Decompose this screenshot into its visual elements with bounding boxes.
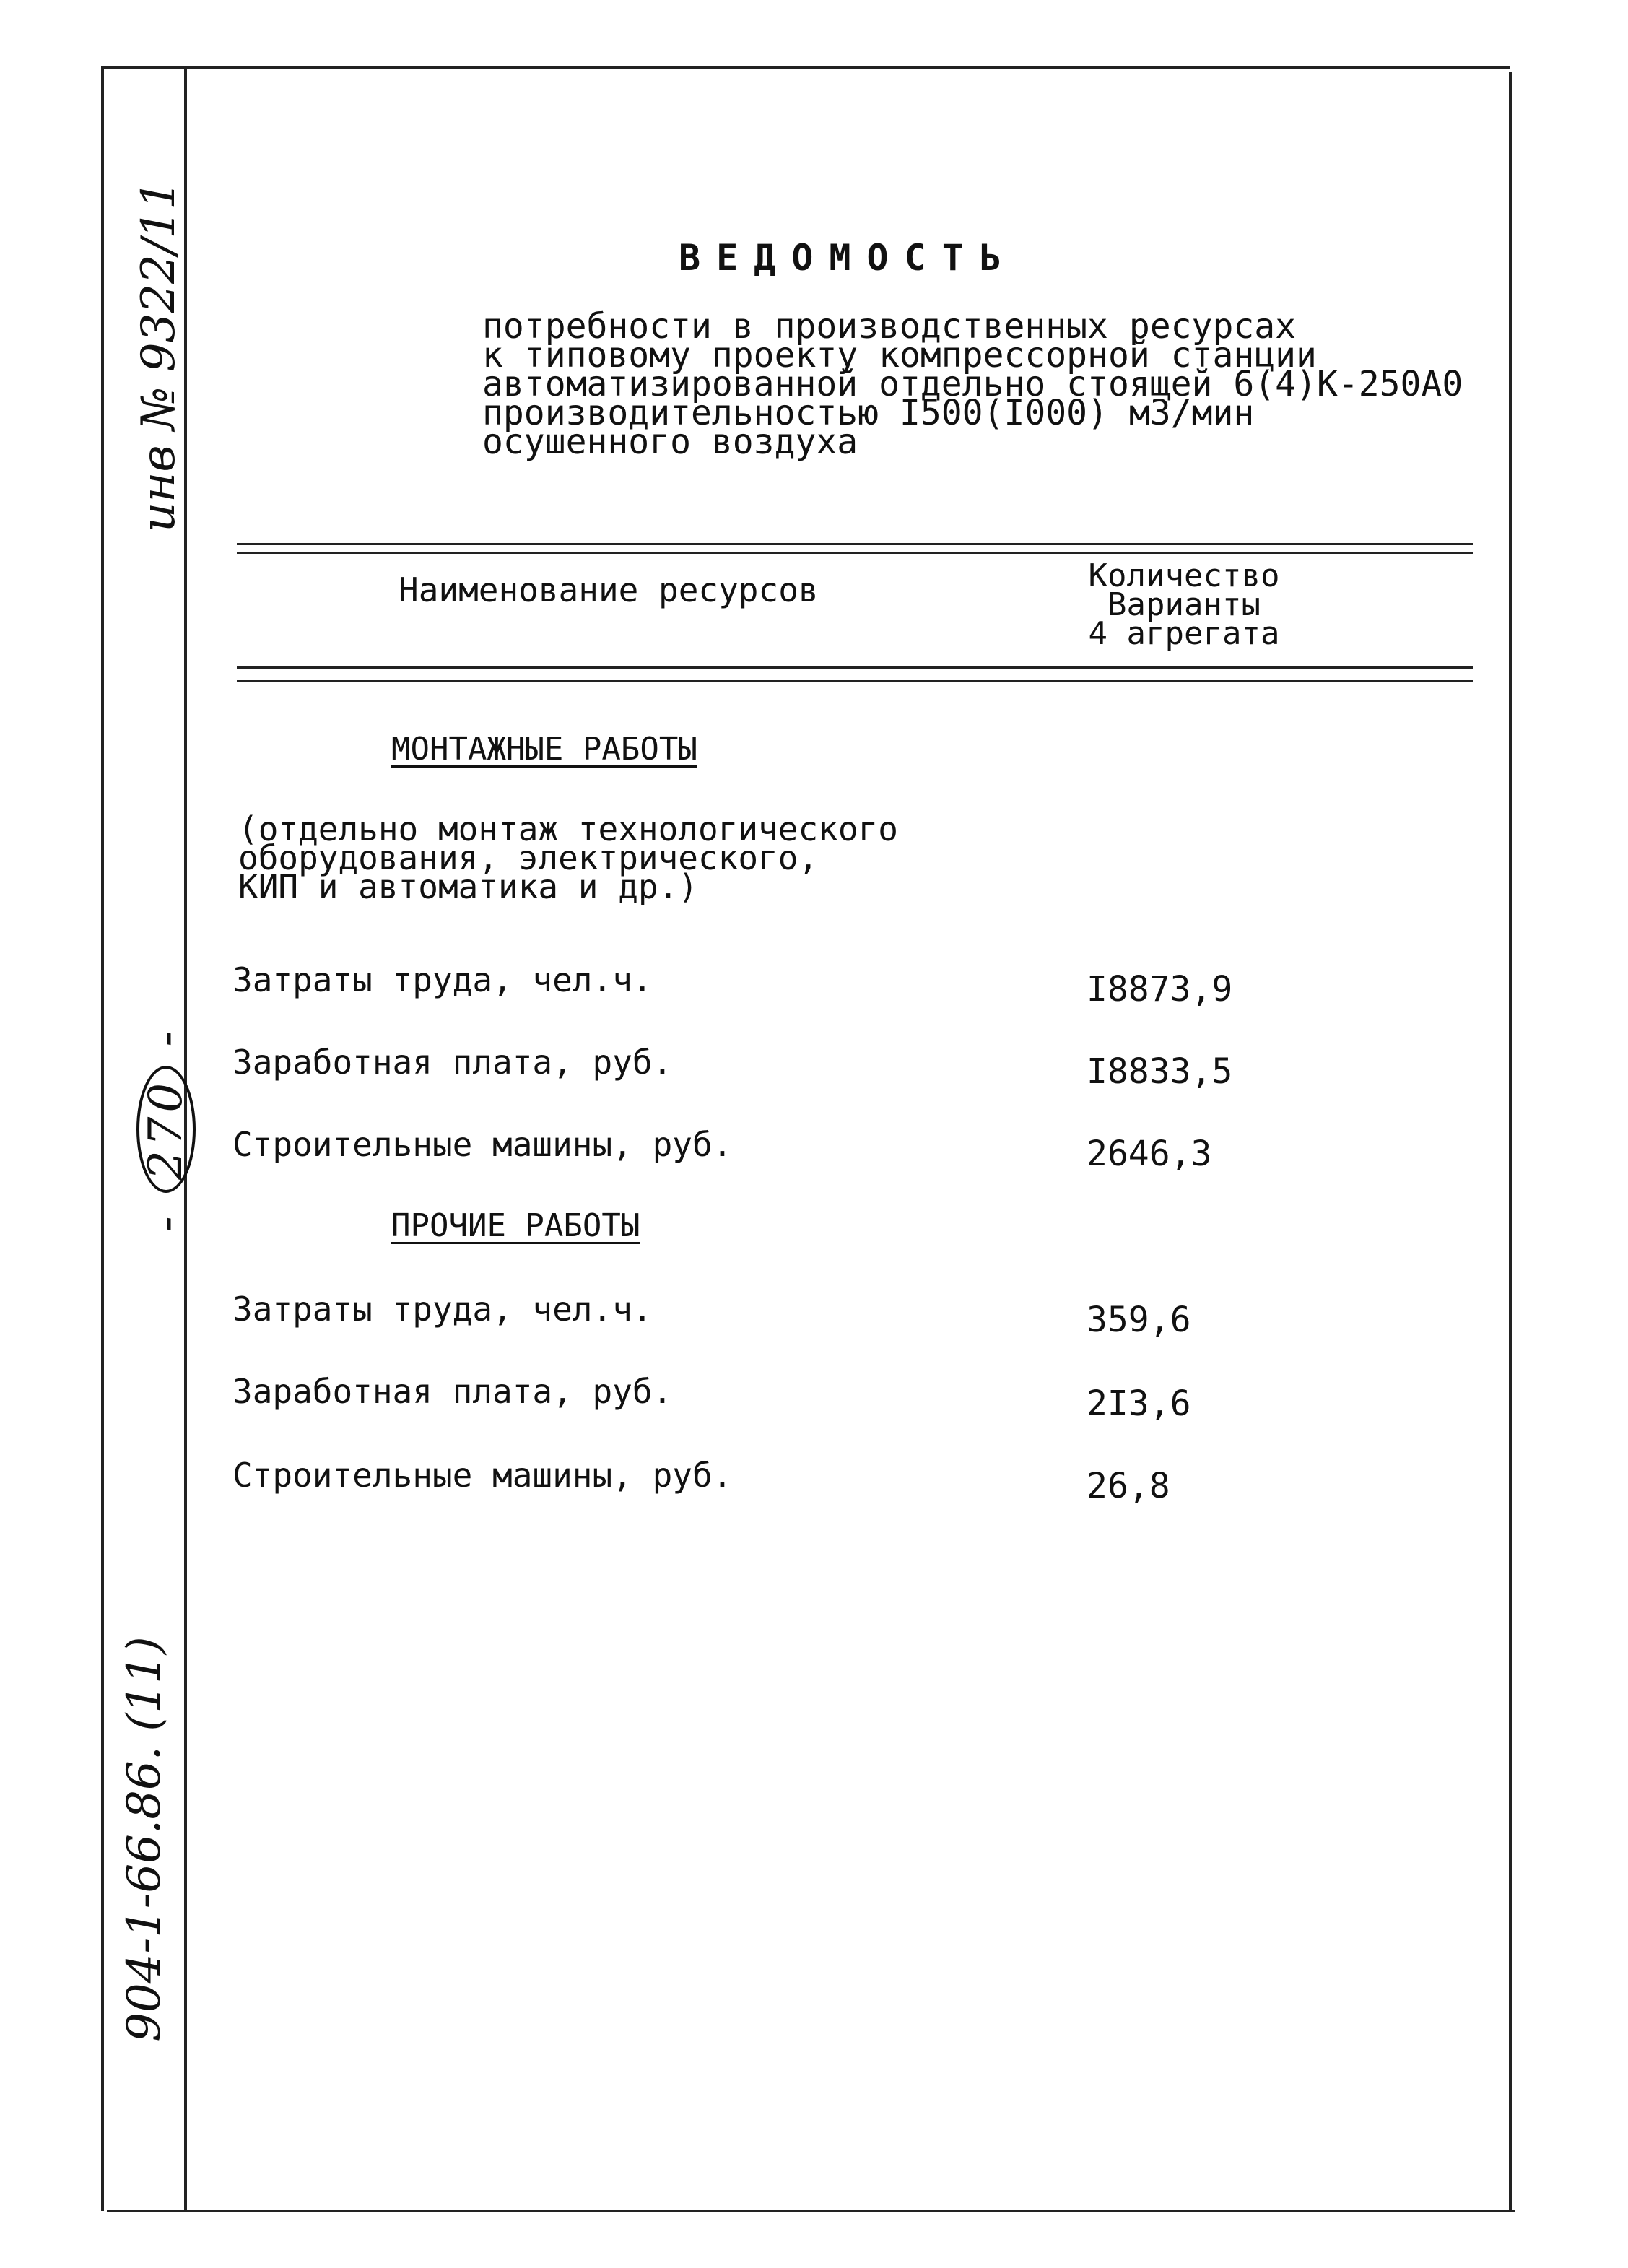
document-code: 904-1-66.86. (11)	[118, 1636, 171, 2042]
note-line: (отдельно монтаж технологического	[238, 809, 898, 848]
row-label: Строительные машины, руб.	[232, 1125, 733, 1164]
section-title-other: ПРОЧИЕ РАБОТЫ	[391, 1207, 640, 1244]
subtitle-line: автоматизированной отдельно стоящей 6(4)К-250А0	[482, 364, 1463, 404]
subtitle-line: к типовому проекту компрессорной станции	[482, 335, 1317, 375]
row-value: I8873,9	[1087, 969, 1233, 1009]
document-title: ВЕДОМОСТЬ	[679, 237, 1017, 279]
row-label: Затраты труда, чел.ч.	[232, 960, 653, 999]
frame-right-line	[1509, 72, 1512, 2211]
row-label: Заработная плата, руб.	[232, 1043, 673, 1082]
frame-left-line	[101, 66, 104, 2211]
document-subtitle	[482, 306, 1463, 462]
header-qty-line: Количество	[1088, 557, 1280, 594]
section-title-installation: МОНТАЖНЫЕ РАБОТЫ	[391, 731, 697, 768]
row-label: Строительные машины, руб.	[232, 1456, 733, 1495]
sheet-number: - 270 -	[136, 1030, 196, 1232]
table-top-rule	[237, 543, 1473, 545]
row-value: 359,6	[1087, 1300, 1191, 1340]
subtitle-line: потребности в производственных ресурсах	[482, 306, 1297, 347]
frame-bottom-line	[107, 2210, 1515, 2212]
note-line: оборудования, электрического,	[238, 838, 819, 877]
row-value: 2646,3	[1087, 1134, 1212, 1174]
header-qty-line: 4 агрегата	[1088, 615, 1280, 652]
row-value: 26,8	[1087, 1466, 1170, 1506]
row-value: I8833,5	[1087, 1051, 1233, 1092]
row-label: Затраты труда, чел.ч.	[232, 1290, 653, 1329]
table-top-rule-double	[237, 552, 1473, 554]
section-note	[238, 809, 898, 906]
header-qty-line: Варианты	[1107, 586, 1261, 623]
inventory-number: инв № 9322/11	[132, 180, 186, 532]
row-label: Заработная плата, руб.	[232, 1372, 673, 1411]
table-header-rule-double	[237, 680, 1473, 682]
table-header-rule	[237, 666, 1473, 669]
note-line: КИП и автоматика и др.)	[238, 867, 698, 906]
subtitle-line: производительностью I500(I000) м3/мин	[482, 393, 1255, 433]
column-header-name: Наименование ресурсов	[399, 570, 819, 609]
column-header-quantity	[1040, 557, 1328, 652]
row-value: 2I3,6	[1087, 1383, 1191, 1424]
subtitle-line: осушенного воздуха	[482, 422, 858, 462]
frame-top-line	[101, 66, 1510, 69]
sheet-number-circle: 270	[136, 1066, 196, 1193]
